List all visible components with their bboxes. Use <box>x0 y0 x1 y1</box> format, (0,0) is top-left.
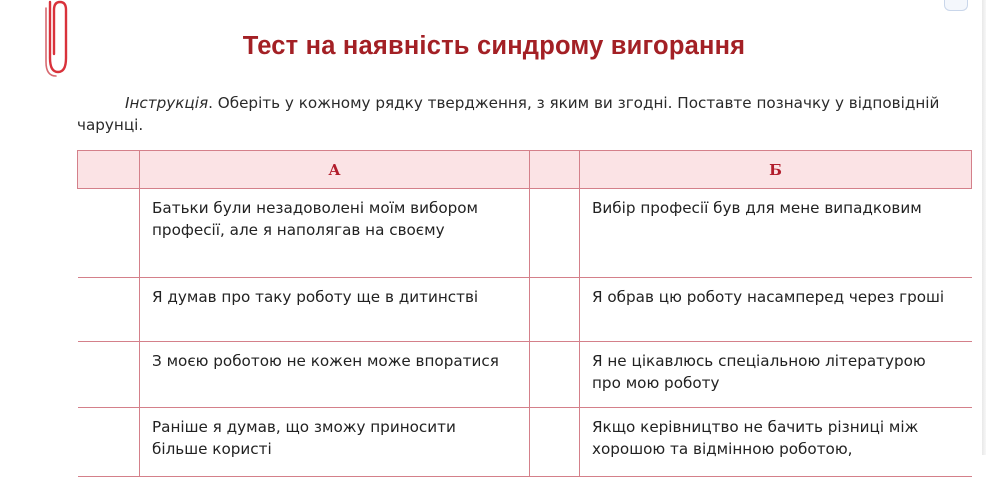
statement-b: Вибір професії був для мене випадковим <box>580 189 972 278</box>
header-column-b: Б <box>580 151 972 189</box>
answer-cell-a[interactable] <box>78 278 140 342</box>
document-page <box>2 0 986 458</box>
answer-cell-b[interactable] <box>530 408 580 477</box>
answer-cell-a[interactable] <box>78 408 140 477</box>
table-row <box>78 408 972 477</box>
answer-cell-a[interactable] <box>78 189 140 278</box>
table-row <box>78 189 972 278</box>
answer-cell-b[interactable] <box>530 342 580 408</box>
statement-a: Раніше я думав, що зможу приносити більше користі <box>140 408 530 477</box>
statement-b: Я обрав цю роботу насамперед через гроші <box>580 278 972 342</box>
instruction-text: . Оберіть у кожному рядку твердження, з яким ви згодні. Поставте позначку у відповідній чарунці. <box>77 94 940 134</box>
statement-a: Я думав про таку роботу ще в дитинстві <box>140 278 530 342</box>
statement-a: Батьки були незадоволені моїм вибором професії, але я наполягав на своєму <box>140 189 530 278</box>
answer-cell-a[interactable] <box>78 342 140 408</box>
burnout-test-table <box>77 150 972 477</box>
table-header-row <box>78 151 972 189</box>
instruction-lead: Інструкція <box>125 94 209 112</box>
header-column-a: А <box>140 151 530 189</box>
answer-cell-b[interactable] <box>530 278 580 342</box>
answer-cell-b[interactable] <box>530 189 580 278</box>
table-row <box>78 278 972 342</box>
statement-a: З моєю роботою не кожен може впоратися <box>140 342 530 408</box>
statement-b: Я не цікавлюсь спеціальною літературою про мою роботу <box>580 342 972 408</box>
document-title: Тест на наявність синдрому вигорання <box>242 32 746 60</box>
expand-icon[interactable] <box>944 0 968 11</box>
page-edge <box>982 0 986 455</box>
instruction-paragraph <box>77 92 965 136</box>
table-row <box>78 342 972 408</box>
header-checkbox-cell-b <box>530 151 580 189</box>
header-checkbox-cell-a <box>78 151 140 189</box>
statement-b: Якщо керівництво не бачить різниці між хорошою та відмінною роботою, <box>580 408 972 477</box>
